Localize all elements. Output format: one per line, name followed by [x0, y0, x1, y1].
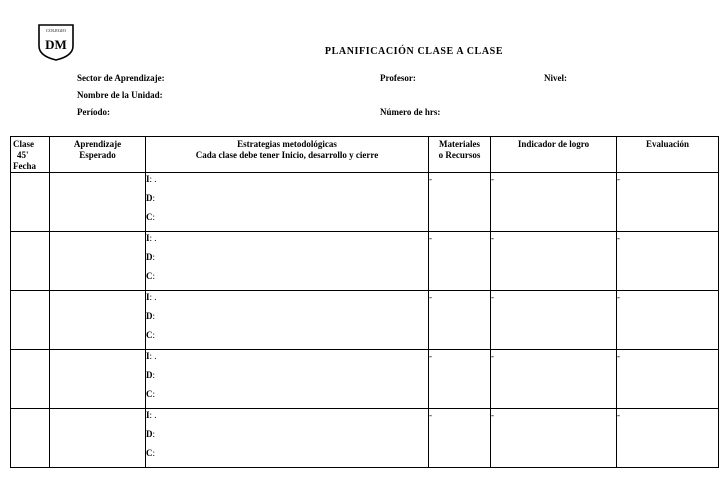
header-evaluacion: Evaluación — [617, 137, 719, 173]
desarrollo-line: D: — [146, 311, 156, 321]
cell-materiales[interactable]: - — [429, 350, 491, 409]
cell-aprendizaje[interactable] — [50, 173, 146, 232]
logo-monogram: DM — [45, 37, 67, 52]
cell-indicador[interactable]: - — [491, 173, 617, 232]
cierre-line: C: — [146, 271, 156, 281]
cell-aprendizaje[interactable] — [50, 232, 146, 291]
desarrollo-line: D: — [146, 193, 156, 203]
cierre-line: C: — [146, 448, 156, 458]
inicio-line: I: . — [146, 233, 157, 243]
cierre-line: C: — [146, 212, 156, 222]
header-materiales: Materiales o Recursos — [429, 137, 491, 173]
cell-indicador[interactable]: - — [491, 350, 617, 409]
cell-evaluacion[interactable]: - — [617, 173, 719, 232]
table-row — [11, 232, 719, 291]
cell-aprendizaje[interactable] — [50, 350, 146, 409]
cell-materiales[interactable]: - — [429, 173, 491, 232]
table-row — [11, 409, 719, 468]
cell-clase[interactable] — [11, 232, 50, 291]
field-horas: Número de hrs: — [380, 107, 441, 117]
field-unidad: Nombre de la Unidad: — [77, 90, 163, 100]
field-profesor: Profesor: — [380, 73, 416, 83]
desarrollo-line: D: — [146, 252, 156, 262]
cell-estrategias[interactable] — [146, 350, 429, 409]
cell-aprendizaje[interactable] — [50, 409, 146, 468]
cell-indicador[interactable]: - — [491, 232, 617, 291]
header-aprendizaje: Aprendizaje Esperado — [50, 137, 146, 173]
cell-estrategias[interactable] — [146, 232, 429, 291]
table-row — [11, 350, 719, 409]
cell-evaluacion[interactable]: - — [617, 291, 719, 350]
cell-clase[interactable] — [11, 350, 50, 409]
table-row — [11, 173, 719, 232]
cell-estrategias[interactable] — [146, 173, 429, 232]
cierre-line: C: — [146, 330, 156, 340]
cell-estrategias[interactable] — [146, 291, 429, 350]
cell-materiales[interactable]: - — [429, 291, 491, 350]
field-nivel: Nivel: — [544, 73, 567, 83]
table-row — [11, 291, 719, 350]
cell-indicador[interactable]: - — [491, 291, 617, 350]
cell-estrategias[interactable] — [146, 409, 429, 468]
cell-clase[interactable] — [11, 409, 50, 468]
cell-aprendizaje[interactable] — [50, 291, 146, 350]
inicio-line: I: . — [146, 292, 157, 302]
cell-materiales[interactable]: - — [429, 232, 491, 291]
inicio-line: I: . — [146, 351, 157, 361]
header-estrategias: Estrategias metodológicas Cada clase debe tener Inicio, desarrollo y cierre — [146, 137, 429, 173]
inicio-line: I: . — [146, 410, 157, 420]
cell-indicador[interactable]: - — [491, 409, 617, 468]
cell-evaluacion[interactable]: - — [617, 350, 719, 409]
cell-evaluacion[interactable]: - — [617, 232, 719, 291]
page-title: PLANIFICACIÓN CLASE A CLASE — [324, 46, 504, 57]
logo-top-text: COLEGIO — [46, 28, 66, 33]
field-sector: Sector de Aprendizaje: — [77, 73, 165, 83]
cell-materiales[interactable]: - — [429, 409, 491, 468]
desarrollo-line: D: — [146, 370, 156, 380]
cierre-line: C: — [146, 389, 156, 399]
header-clase: Clase 45' Fecha — [11, 137, 50, 173]
desarrollo-line: D: — [146, 429, 156, 439]
inicio-line: I: . — [146, 174, 157, 184]
table-header-row — [11, 137, 719, 173]
cell-evaluacion[interactable]: - — [617, 409, 719, 468]
planning-table — [10, 136, 719, 468]
cell-clase[interactable] — [11, 173, 50, 232]
header-indicador: Indicador de logro — [491, 137, 617, 173]
field-periodo: Período: — [77, 107, 110, 117]
cell-clase[interactable] — [11, 291, 50, 350]
